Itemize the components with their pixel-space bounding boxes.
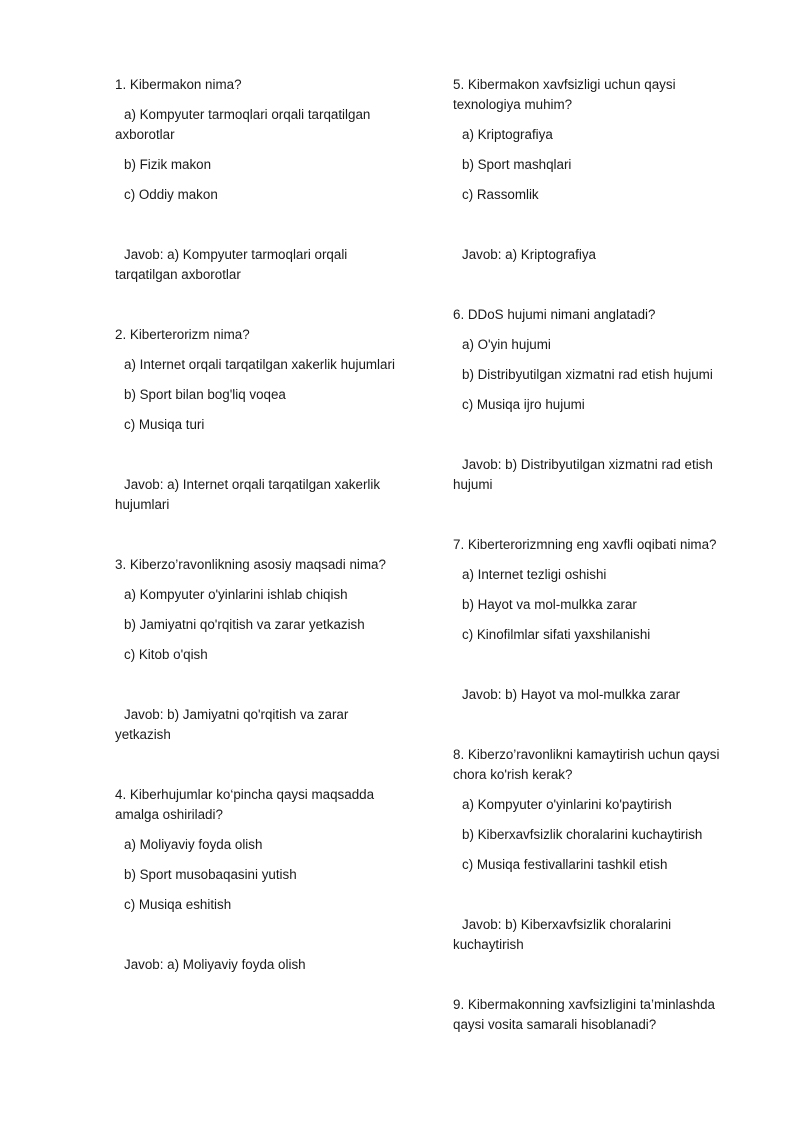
- question-block-5: [453, 75, 738, 265]
- option-a: a) Moliyaviy foyda olish: [124, 837, 263, 852]
- question-text: 1. Kibermakon nima?: [115, 77, 242, 92]
- option-c: c) Musiqa turi: [124, 417, 205, 432]
- question-text: 8. Kiberzo’ravonlikni kamaytirish uchun qaysi chora ko'rish kerak?: [453, 747, 720, 782]
- question-block-6: [453, 305, 738, 495]
- answer-text: Javob: a) Kompyuter tarmoqlari orqali tarqatilgan axborotlar: [115, 247, 348, 282]
- question-block-7: [453, 535, 738, 705]
- option-b: b) Fizik makon: [124, 157, 212, 172]
- option-a: a) Kriptografiya: [462, 127, 553, 142]
- question-text: 7. Kiberterorizmning eng xavfli oqibati nima?: [453, 537, 717, 552]
- right-column: [453, 75, 738, 1075]
- answer-text: Javob: a) Kriptografiya: [462, 247, 596, 262]
- option-c: c) Musiqa eshitish: [124, 897, 232, 912]
- answer-text: Javob: b) Jamiyatni qo'rqitish va zarar yetkazish: [115, 707, 349, 742]
- option-c: c) Musiqa ijro hujumi: [462, 397, 585, 412]
- option-b: b) Sport mashqlari: [462, 157, 572, 172]
- option-c: c) Kitob o'qish: [124, 647, 208, 662]
- question-text: 9. Kibermakonning xavfsizligini ta’minlashda qaysi vosita samarali hisoblanadi?: [453, 997, 715, 1032]
- option-c: c) Oddiy makon: [124, 187, 218, 202]
- option-b: b) Hayot va mol-mulkka zarar: [462, 597, 637, 612]
- question-text: 6. DDoS hujumi nimani anglatadi?: [453, 307, 656, 322]
- question-block-9: [453, 995, 738, 1035]
- question-text: 2. Kiberterorizm nima?: [115, 327, 250, 342]
- answer-text: Javob: a) Internet orqali tarqatilgan xakerlik hujumlari: [115, 477, 381, 512]
- question-block-3: [115, 555, 405, 745]
- question-block-1: [115, 75, 405, 285]
- answer-text: Javob: b) Hayot va mol-mulkka zarar: [462, 687, 681, 702]
- question-block-4: [115, 785, 405, 975]
- option-a: a) Kompyuter tarmoqlari orqali tarqatilgan axborotlar: [115, 107, 371, 142]
- answer-text: Javob: b) Kiberxavfsizlik choralarini kuchaytirish: [453, 917, 672, 952]
- question-block-2: [115, 325, 405, 515]
- option-b: b) Kiberxavfsizlik choralarini kuchaytirish: [462, 827, 703, 842]
- option-a: a) Kompyuter o'yinlarini ko'paytirish: [462, 797, 672, 812]
- question-text: 4. Kiberhujumlar ko‘pincha qaysi maqsadda amalga oshiriladi?: [115, 787, 375, 822]
- question-text: 5. Kibermakon xavfsizligi uchun qaysi texnologiya muhim?: [453, 77, 676, 112]
- option-b: b) Sport bilan bog'liq voqea: [124, 387, 286, 402]
- option-a: a) Internet orqali tarqatilgan xakerlik hujumlari: [124, 357, 395, 372]
- answer-text: Javob: b) Distribyutilgan xizmatni rad etish hujumi: [453, 457, 713, 492]
- option-b: b) Sport musobaqasini yutish: [124, 867, 297, 882]
- question-text: 3. Kiberzo’ravonlikning asosiy maqsadi nima?: [115, 557, 386, 572]
- left-column: [115, 75, 405, 1015]
- option-a: a) Kompyuter o'yinlarini ishlab chiqish: [124, 587, 348, 602]
- answer-text: Javob: a) Moliyaviy foyda olish: [124, 957, 306, 972]
- option-a: a) O'yin hujumi: [462, 337, 551, 352]
- option-a: a) Internet tezligi oshishi: [462, 567, 607, 582]
- option-b: b) Distribyutilgan xizmatni rad etish hujumi: [462, 367, 713, 382]
- question-block-8: [453, 745, 738, 955]
- option-b: b) Jamiyatni qo'rqitish va zarar yetkazish: [124, 617, 365, 632]
- option-c: c) Kinofilmlar sifati yaxshilanishi: [462, 627, 651, 642]
- option-c: c) Rassomlik: [462, 187, 539, 202]
- option-c: c) Musiqa festivallarini tashkil etish: [462, 857, 668, 872]
